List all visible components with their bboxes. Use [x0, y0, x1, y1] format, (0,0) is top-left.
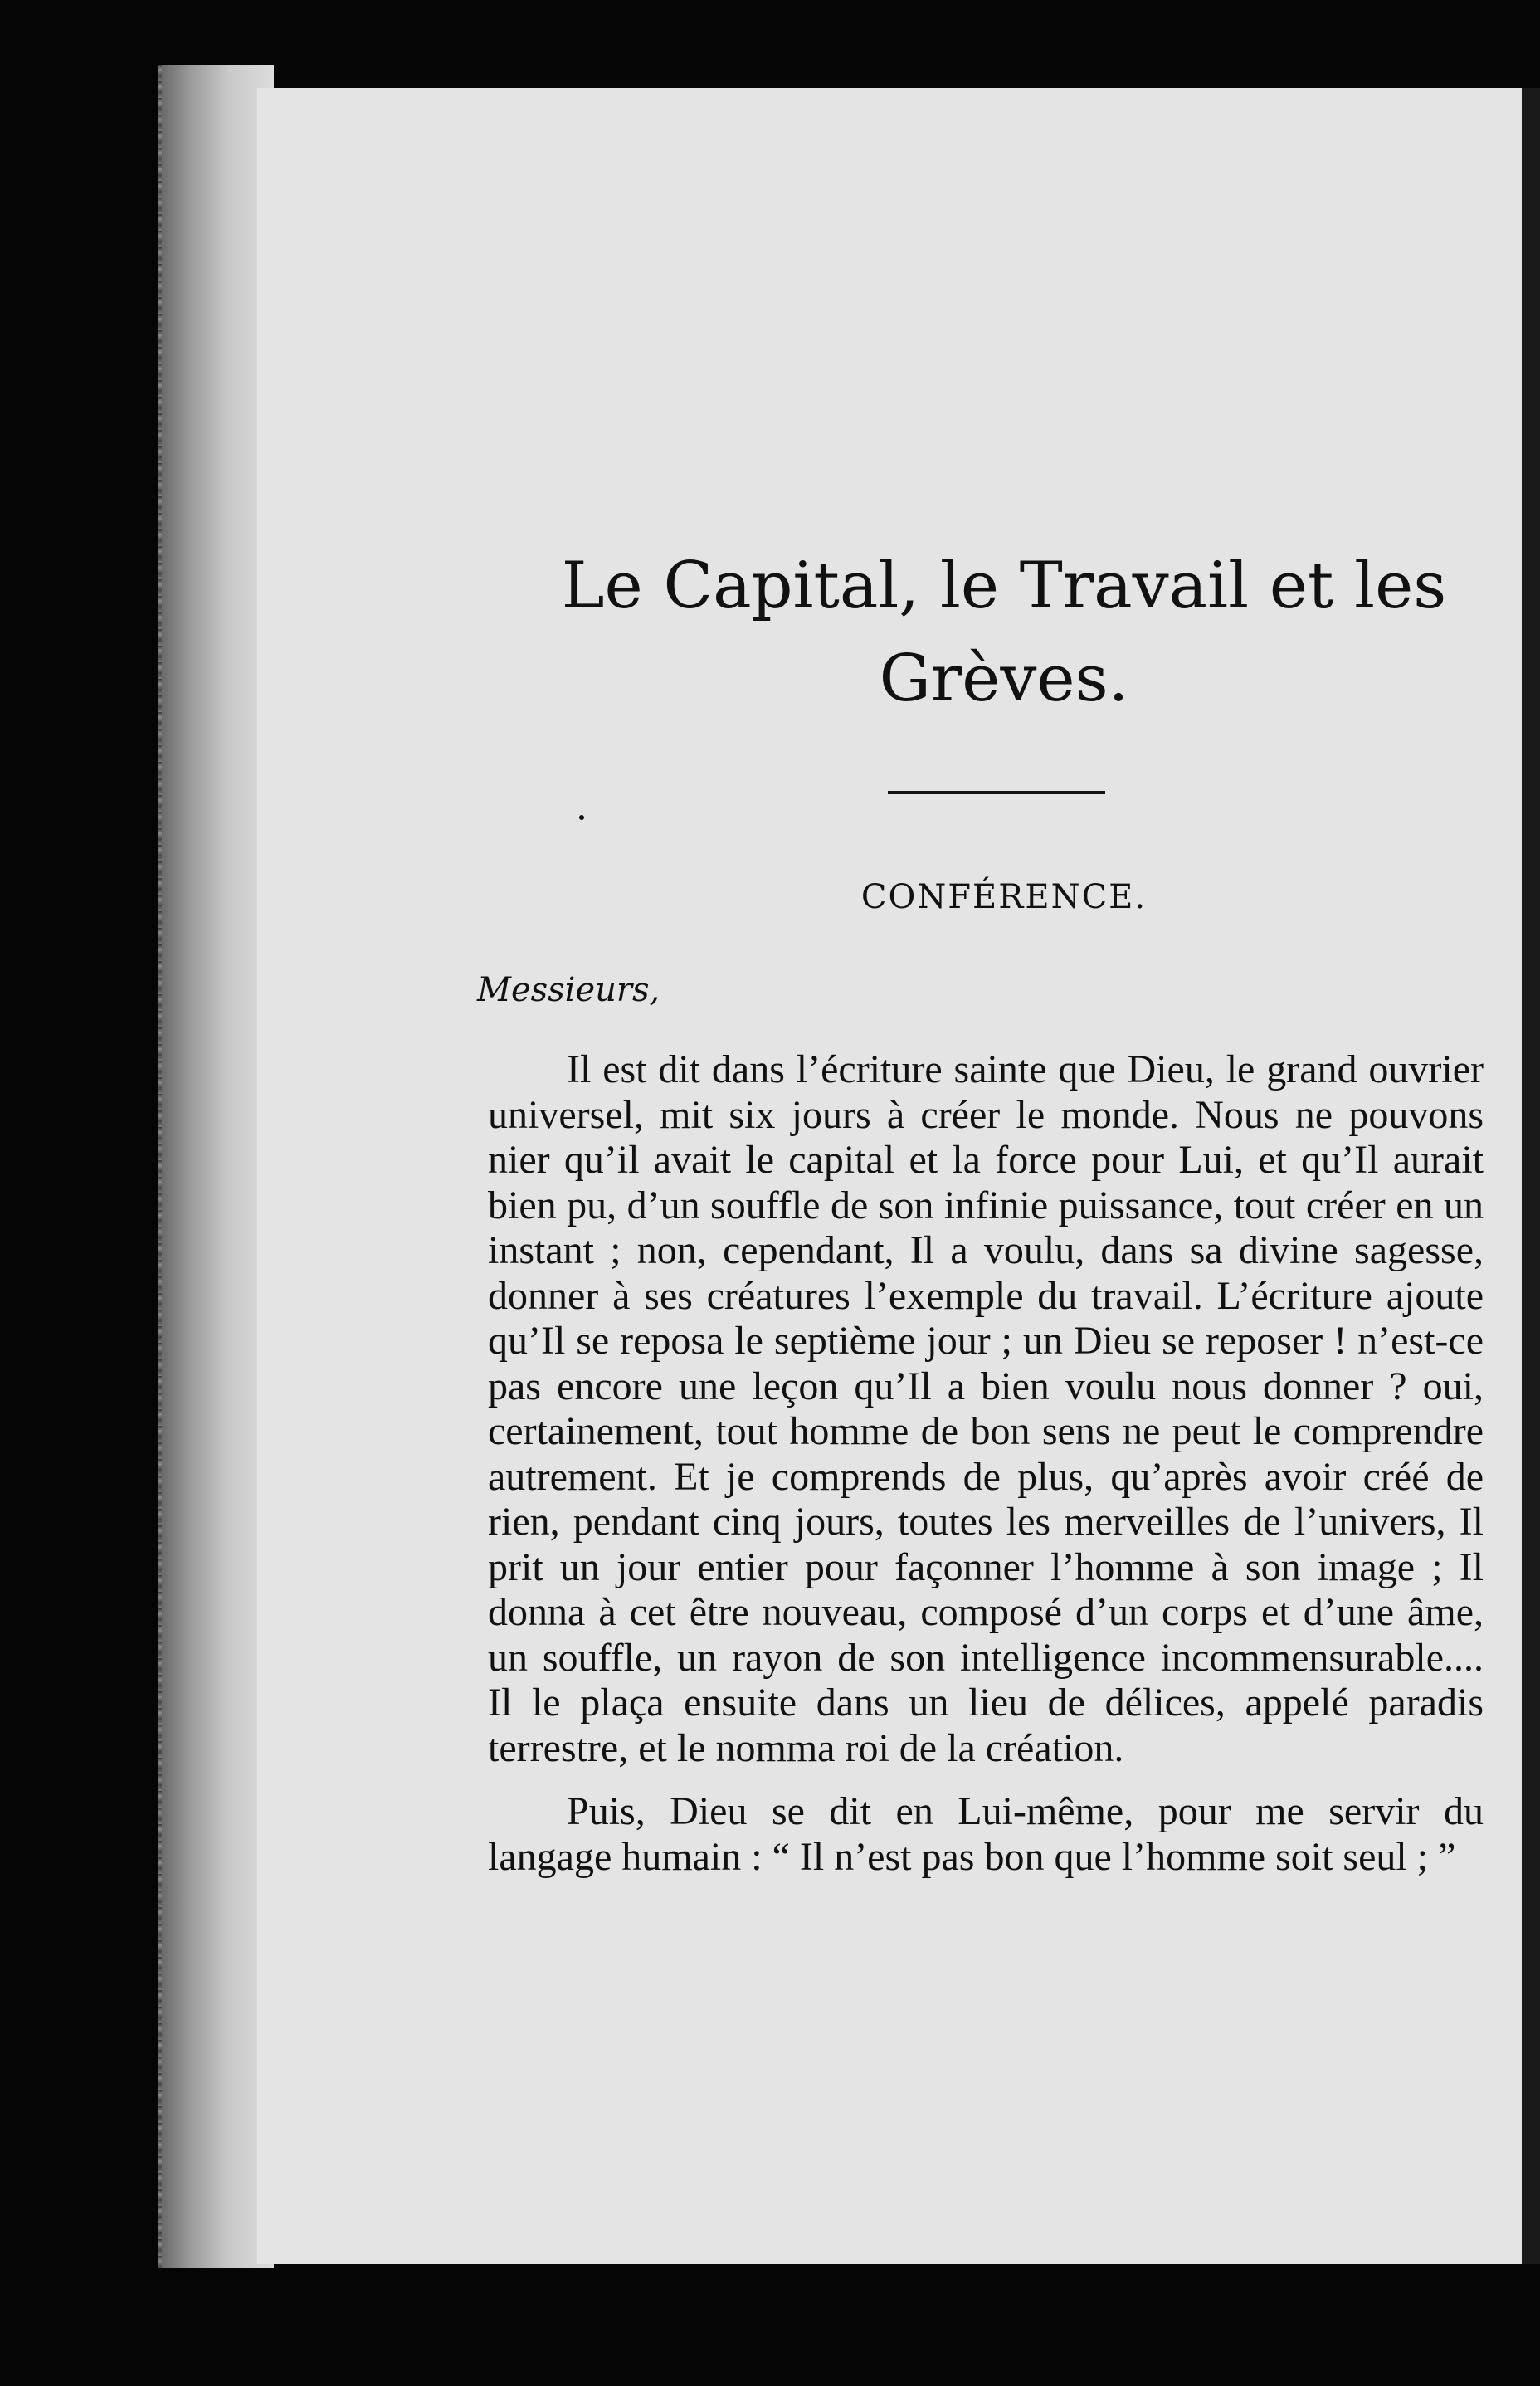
- salutation: Messieurs,: [477, 971, 660, 1009]
- section-heading: CONFÉRENCE.: [860, 878, 1148, 916]
- page-title: Le Capital, le Travail et les Grèves.: [561, 549, 1447, 716]
- ink-speck: [579, 815, 584, 820]
- title-divider-rule: [888, 791, 1105, 794]
- paragraph: Il est dit dans l’écriture sainte que Dieu, le grand ouvrier universel, mit six jours à créer le monde. Nous ne pouvons nier qu’il avait le capital et la force pour Lui, et qu’Il aurait bien pu, d’un souffle de son infinie puissance, tout créer en un instant ; non, cependant, Il a voulu, dans sa divine sagesse, donner à ses créatures l’exemple du travail. L’écriture ajoute qu’Il se reposa le septième jour ; un Dieu se reposer ! n’est-ce pas encore une leçon qu’Il a bien voulu nous donner ? oui, certainement, tout homme de bon sens ne peut le comprendre autrement. Et je comprends de plus, qu’après avoir créé de rien, pendant cinq jours, toutes les merveilles de l’univers, Il prit un jour entier pour façonner l’homme à son image ; Il donna à cet être nouveau, composé d’un corps et d’une âme, un souffle, un rayon de son intelligence incommensurable.... Il le plaça ensuite dans un lieu de délices, appelé paradis terrestre, et le nomma roi de la création.: [488, 1047, 1484, 1770]
- paragraph: Puis, Dieu se dit en Lui-même, pour me servir du langage humain : “ Il n’est pas bon que l’homme soit seul ; ”: [488, 1789, 1484, 1879]
- page-right-edge: [1522, 88, 1540, 2264]
- body-text: [488, 1047, 1484, 1898]
